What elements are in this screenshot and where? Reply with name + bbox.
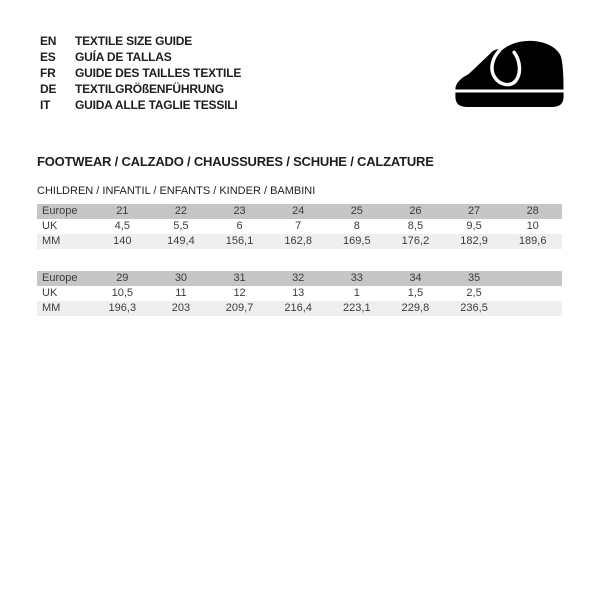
size-table-row-uk <box>37 219 562 234</box>
size-cell: 32 <box>292 272 305 284</box>
size-cell: 31 <box>233 272 246 284</box>
size-table-row-uk <box>37 286 562 301</box>
language-title: GUÍA DE TALLAS <box>75 50 172 64</box>
size-cell: 24 <box>292 205 305 217</box>
size-cell: 34 <box>409 272 422 284</box>
size-cell: 28 <box>526 205 539 217</box>
size-cell: 1,5 <box>407 287 424 299</box>
size-cell: 169,5 <box>343 235 371 247</box>
size-table-row-mm <box>37 234 562 249</box>
row-label: UK <box>42 220 58 232</box>
language-code: EN <box>40 34 57 48</box>
size-cell: 182,9 <box>460 235 488 247</box>
size-cell: 27 <box>467 205 481 217</box>
size-cell: 8 <box>353 220 360 232</box>
size-cell: 6 <box>236 220 243 232</box>
size-cell: 196,3 <box>108 302 137 314</box>
size-cell: 11 <box>175 287 187 299</box>
language-code: IT <box>40 98 51 112</box>
section-subtitle: CHILDREN / INFANTIL / ENFANTS / KINDER / BAMBINI <box>37 185 316 197</box>
size-cell: 26 <box>409 205 422 217</box>
language-row-es <box>40 49 241 65</box>
size-cell <box>503 301 562 316</box>
size-table-1 <box>37 204 562 249</box>
children-shoe-icon <box>453 40 567 108</box>
size-cell: 156,1 <box>225 235 254 247</box>
size-cell: 223,1 <box>343 302 371 314</box>
row-label: MM <box>42 235 61 247</box>
language-code: ES <box>40 50 56 64</box>
size-cell: 7 <box>295 220 302 232</box>
language-title: TEXTILGRÖßENFÜHRUNG <box>75 82 224 96</box>
size-table-2 <box>37 271 562 316</box>
size-cell: 29 <box>116 272 129 284</box>
size-cell: 22 <box>174 205 188 217</box>
section-title: FOOTWEAR / CALZADO / CHAUSSURES / SCHUHE / CALZATURE <box>37 154 434 169</box>
size-cell: 1 <box>353 287 360 299</box>
size-cell: 189,6 <box>518 235 547 247</box>
language-code: DE <box>40 82 57 96</box>
row-label: UK <box>42 287 58 299</box>
size-cell: 9,5 <box>466 220 482 232</box>
size-cell: 140 <box>113 235 132 247</box>
size-cell: 35 <box>467 272 481 284</box>
row-label: MM <box>42 302 61 314</box>
size-cell: 236,5 <box>460 302 488 314</box>
size-cell: 21 <box>116 205 129 217</box>
language-row-en <box>40 33 241 49</box>
row-label: Europe <box>42 205 78 217</box>
size-cell: 10 <box>526 220 539 232</box>
language-title: GUIDA ALLE TAGLIE TESSILI <box>75 98 238 112</box>
size-cell: 162,8 <box>284 235 312 247</box>
size-cell: 23 <box>233 205 246 217</box>
size-table-row-europe <box>37 204 562 219</box>
size-cell: 5,5 <box>173 220 189 232</box>
size-cell <box>503 286 562 301</box>
size-cell: 216,4 <box>284 302 312 314</box>
size-cell: 149,4 <box>167 235 195 247</box>
size-cell: 176,2 <box>401 235 430 247</box>
size-cell: 209,7 <box>225 302 254 314</box>
language-title: TEXTILE SIZE GUIDE <box>75 34 193 48</box>
size-cell: 30 <box>174 272 188 284</box>
size-table-row-europe <box>37 271 562 286</box>
row-label: Europe <box>42 272 78 284</box>
size-cell: 12 <box>233 287 246 299</box>
size-cell: 13 <box>292 287 305 299</box>
size-cell: 33 <box>350 272 363 284</box>
size-cell: 10,5 <box>111 287 134 299</box>
language-row-fr <box>40 65 241 81</box>
language-title: GUIDE DES TAILLES TEXTILE <box>75 66 242 80</box>
language-code: FR <box>40 66 56 80</box>
size-cell <box>503 271 562 286</box>
size-cell: 25 <box>350 205 363 217</box>
size-cell: 8,5 <box>407 220 424 232</box>
language-row-it <box>40 97 241 113</box>
language-row-de <box>40 81 241 97</box>
size-cell: 203 <box>171 302 191 314</box>
size-table-row-mm <box>37 301 562 316</box>
size-cell: 2,5 <box>466 287 482 299</box>
size-cell: 229,8 <box>401 302 430 314</box>
language-title-list <box>40 33 241 113</box>
size-cell: 4,5 <box>114 220 130 232</box>
